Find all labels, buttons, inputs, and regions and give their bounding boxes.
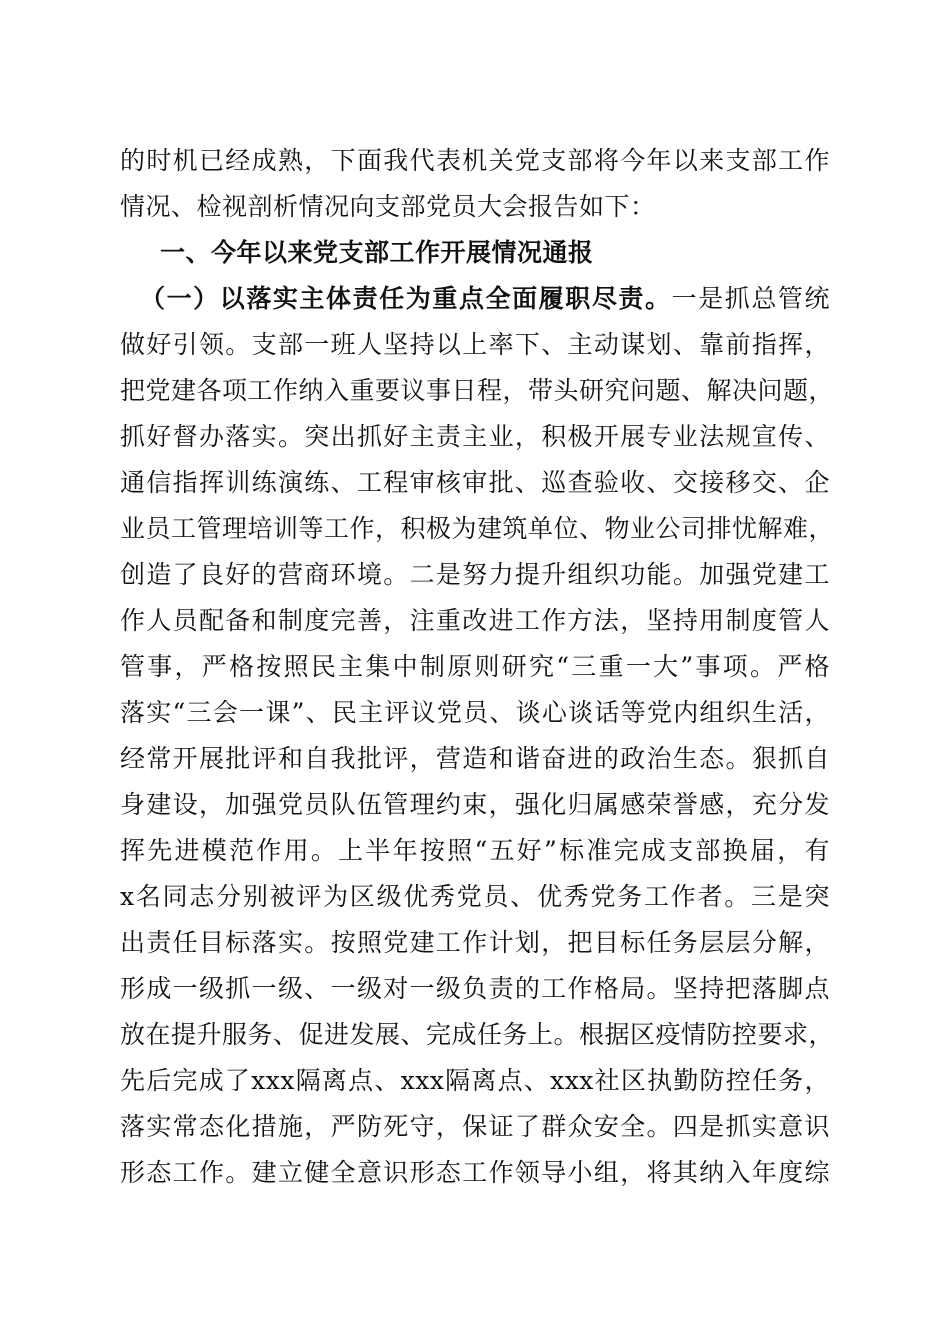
body-line: 作人员配备和制度完善，注重改进工作方法，坚持用制度管人 bbox=[120, 606, 830, 635]
body-line: 身建设，加强党员队伍管理约束，强化归属感荣誉感，充分发 bbox=[120, 790, 830, 819]
body-line: 挥先进模范作用。上半年按照“五好”标准完成支部换届，有 bbox=[120, 836, 830, 865]
subsection-first-line-rest: 一是抓总管统 bbox=[671, 284, 830, 313]
body-line: 放在提升服务、促进发展、完成任务上。根据区疫情防控要求， bbox=[120, 1020, 835, 1049]
body-line: 抓好督办落实。突出抓好主责主业，积极开展专业法规宣传、 bbox=[120, 422, 830, 451]
body-line: 落实“三会一课”、民主评议党员、谈心谈话等党内组织生活， bbox=[120, 698, 830, 727]
body-line: 形成一级抓一级、一级对一级负责的工作格局。坚持把落脚点 bbox=[120, 974, 830, 1003]
section-heading: 一、今年以来党支部工作开展情况通报 bbox=[160, 238, 594, 267]
body-line: 出责任目标落实。按照党建工作计划，把目标任务层层分解， bbox=[120, 928, 830, 957]
body-line: 做好引领。支部一班人坚持以上率下、主动谋划、靠前指挥， bbox=[120, 330, 830, 359]
body-line: 业员工管理培训等工作，积极为建筑单位、物业公司排忧解难， bbox=[120, 514, 835, 543]
body-line: 先后完成了xxx隔离点、xxx隔离点、xxx社区执勤防控任务， bbox=[120, 1066, 830, 1095]
subsection-title: （一）以落实主体责任为重点全面履职尽责。 bbox=[140, 284, 672, 313]
subsection-first-line bbox=[140, 279, 830, 319]
body-line: 形态工作。建立健全意识形态工作领导小组，将其纳入年度综 bbox=[120, 1158, 830, 1187]
intro-line-1: 的时机已经成熟，下面我代表机关党支部将今年以来支部工作 bbox=[120, 146, 830, 175]
body-line: x名同志分别被评为区级优秀党员、优秀党务工作者。三是突 bbox=[120, 882, 830, 911]
body-line: 经常开展批评和自我批评，营造和谐奋进的政治生态。狠抓自 bbox=[120, 744, 830, 773]
body-line: 管事，严格按照民主集中制原则研究“三重一大”事项。严格 bbox=[120, 652, 830, 681]
body-line: 把党建各项工作纳入重要议事日程，带头研究问题、解决问题， bbox=[120, 376, 835, 405]
intro-line-2: 情况、检视剖析情况向支部党员大会报告如下： bbox=[120, 192, 656, 221]
body-line: 创造了良好的营商环境。二是努力提升组织功能。加强党建工 bbox=[120, 560, 830, 589]
body-line: 落实常态化措施，严防死守，保证了群众安全。四是抓实意识 bbox=[120, 1112, 830, 1141]
body-line: 通信指挥训练演练、工程审核审批、巡查验收、交接移交、企 bbox=[120, 468, 830, 497]
